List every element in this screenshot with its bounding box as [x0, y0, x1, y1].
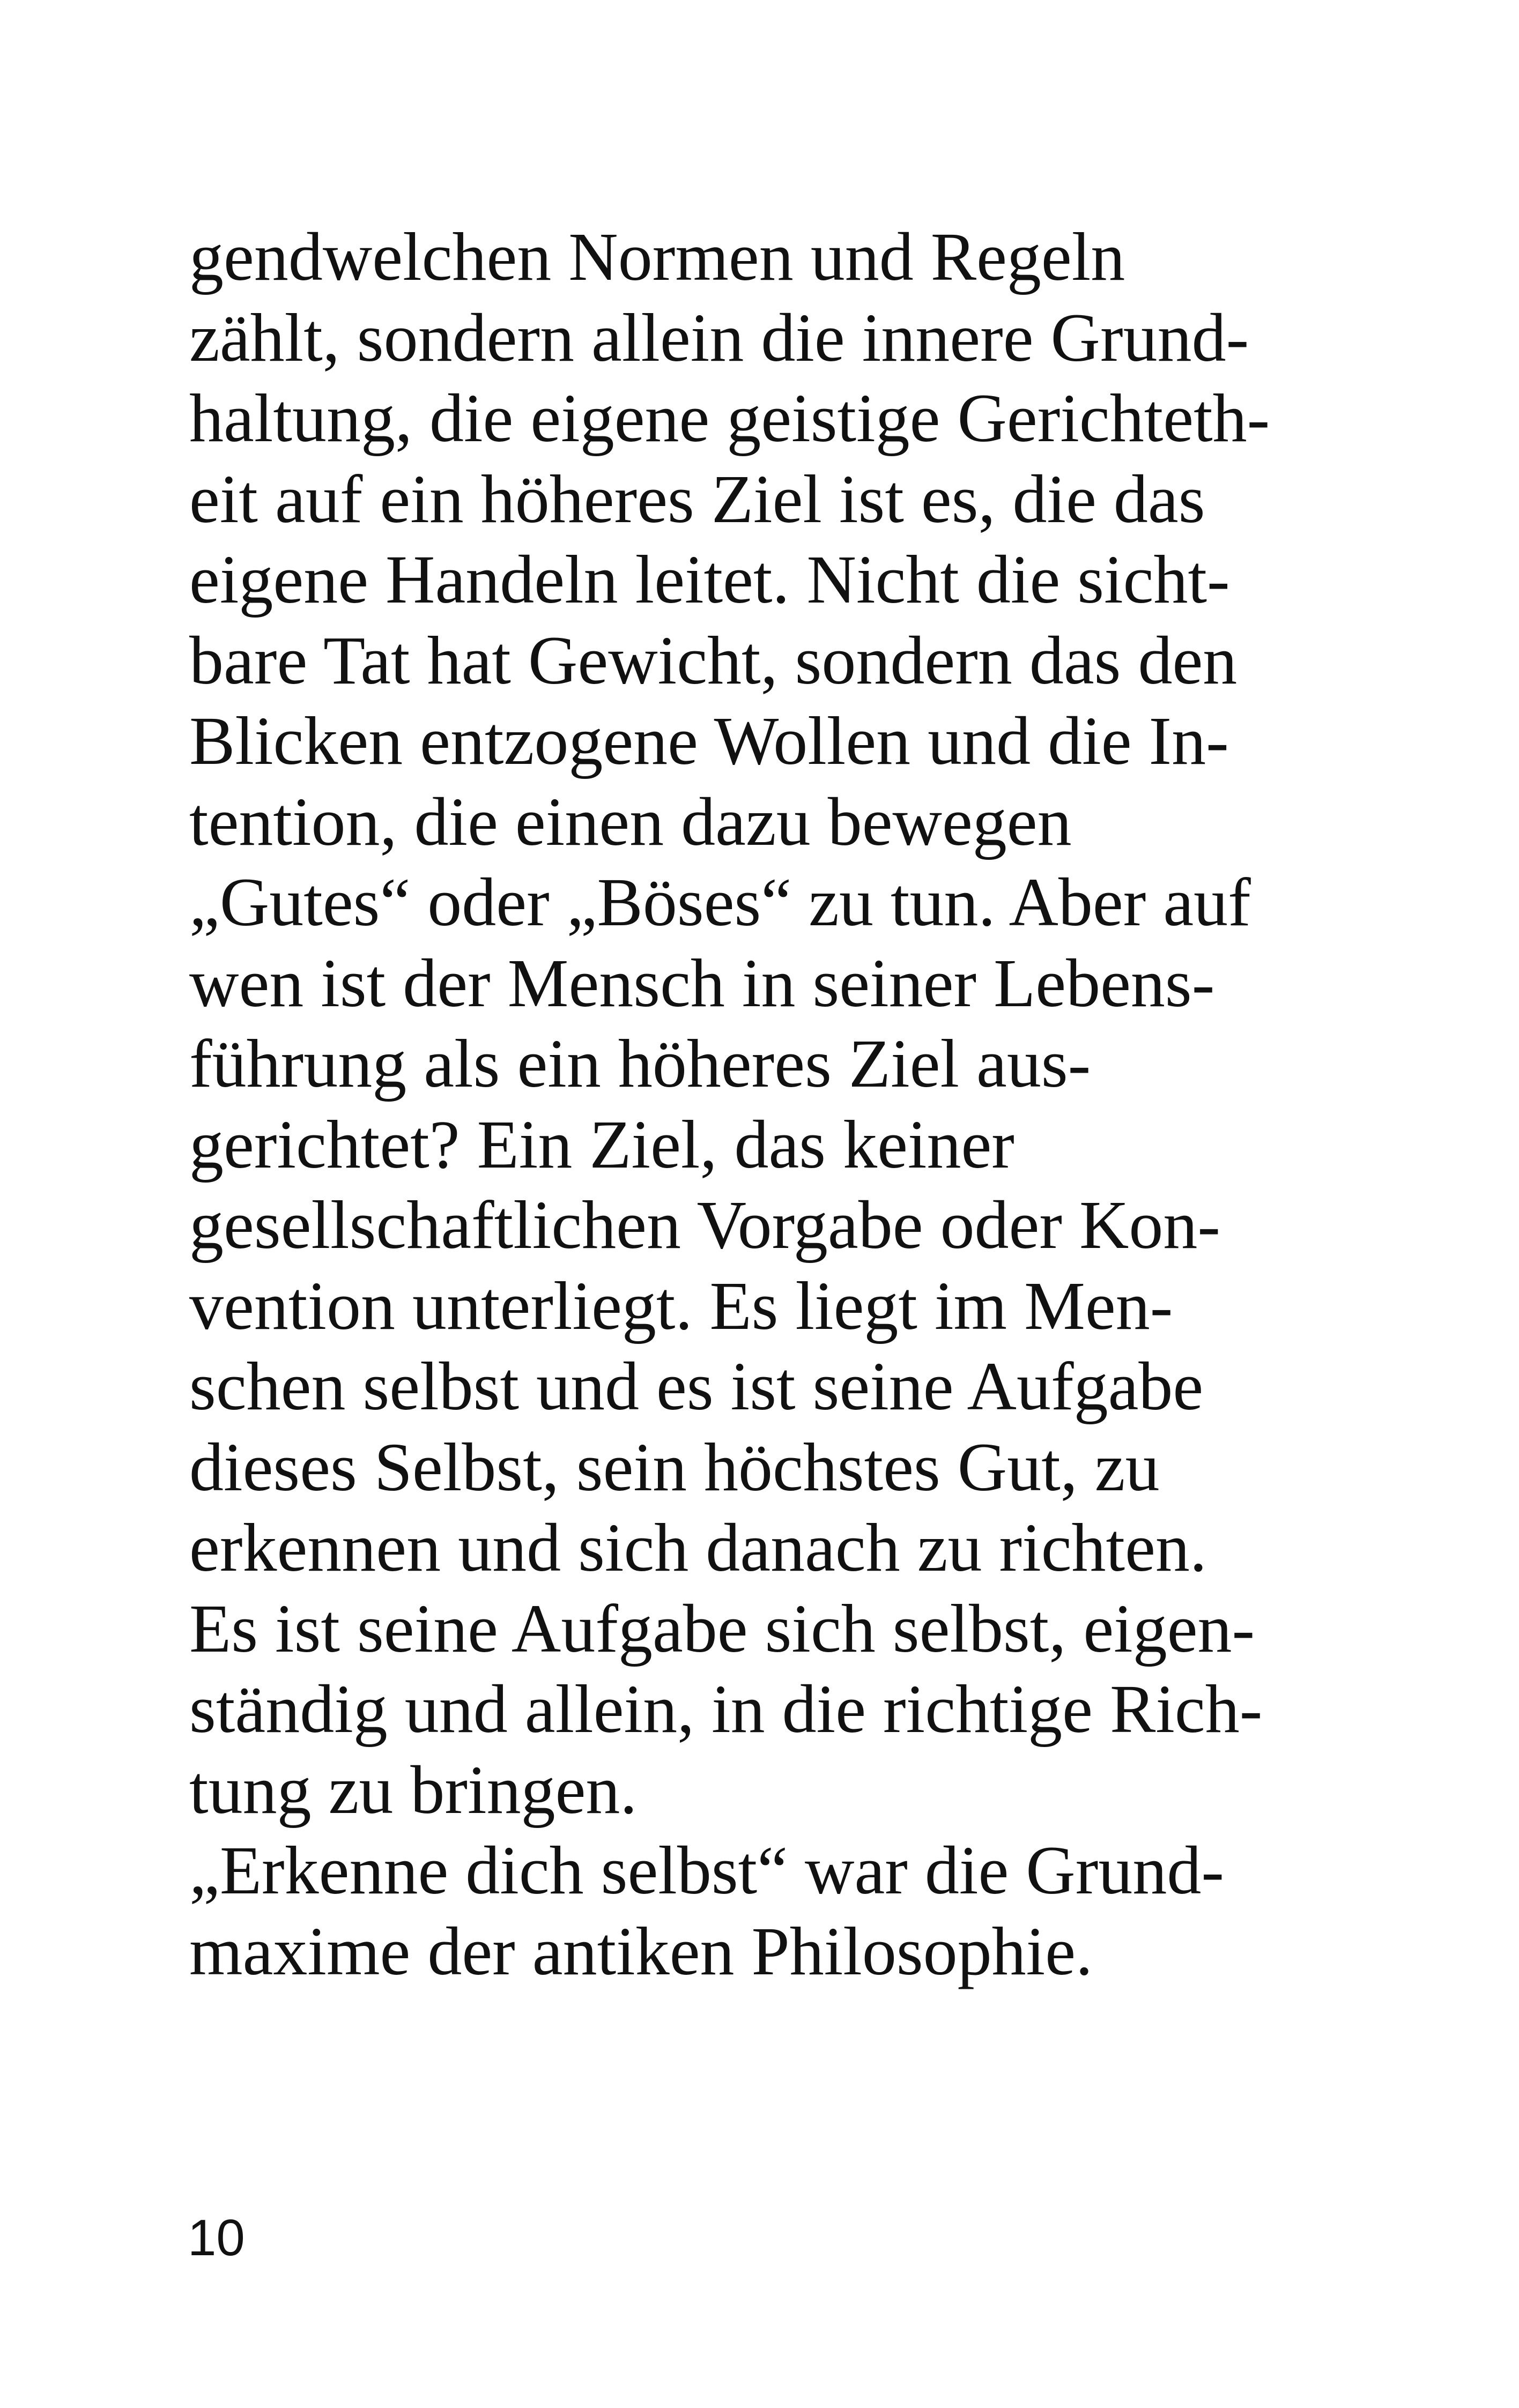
text-line: haltung, die eigene geistige Gerichteth-	[189, 380, 1270, 456]
body-text	[189, 217, 1369, 1991]
text-line: zählt, sondern allein die innere Grund-	[189, 299, 1249, 376]
text-line: Blicken entzogene Wollen und die In-	[189, 703, 1229, 779]
text-line: bare Tat hat Gewicht, sondern das den	[189, 622, 1238, 698]
text-line: maxime der antiken Philosophie.	[189, 1913, 1093, 1989]
text-line: dieses Selbst, sein höchstes Gut, zu	[189, 1429, 1160, 1505]
text-line: „Gutes“ oder „Böses“ zu tun. Aber auf	[189, 864, 1251, 940]
text-line: schen selbst und es ist seine Aufgabe	[189, 1348, 1204, 1424]
text-line: gesellschaftlichen Vorgabe oder Kon-	[189, 1187, 1220, 1263]
text-line: tention, die einen dazu bewegen	[189, 783, 1072, 860]
page-number: 10	[188, 2209, 245, 2266]
text-line: erkennen und sich danach zu richten.	[189, 1510, 1207, 1586]
text-line: gendwelchen Normen und Regeln	[189, 219, 1125, 295]
text-line: gerichtet? Ein Ziel, das keiner	[189, 1106, 1014, 1183]
text-line: wen ist der Mensch in seiner Lebens-	[189, 945, 1215, 1021]
text-line: führung als ein höheres Ziel aus-	[189, 1025, 1091, 1102]
text-line: ständig und allein, in die richtige Rich-	[189, 1671, 1263, 1747]
text-line: tung zu bringen.	[189, 1751, 638, 1828]
text-line: eigene Handeln leitet. Nicht die sicht-	[189, 541, 1230, 618]
text-line: eit auf ein höheres Ziel ist es, die das	[189, 460, 1205, 537]
text-line: „Erkenne dich selbst“ war die Grund-	[189, 1832, 1224, 1908]
text-line: Es ist seine Aufgabe sich selbst, eigen-	[189, 1590, 1255, 1667]
text-line: vention unterliegt. Es liegt im Men-	[189, 1267, 1173, 1344]
